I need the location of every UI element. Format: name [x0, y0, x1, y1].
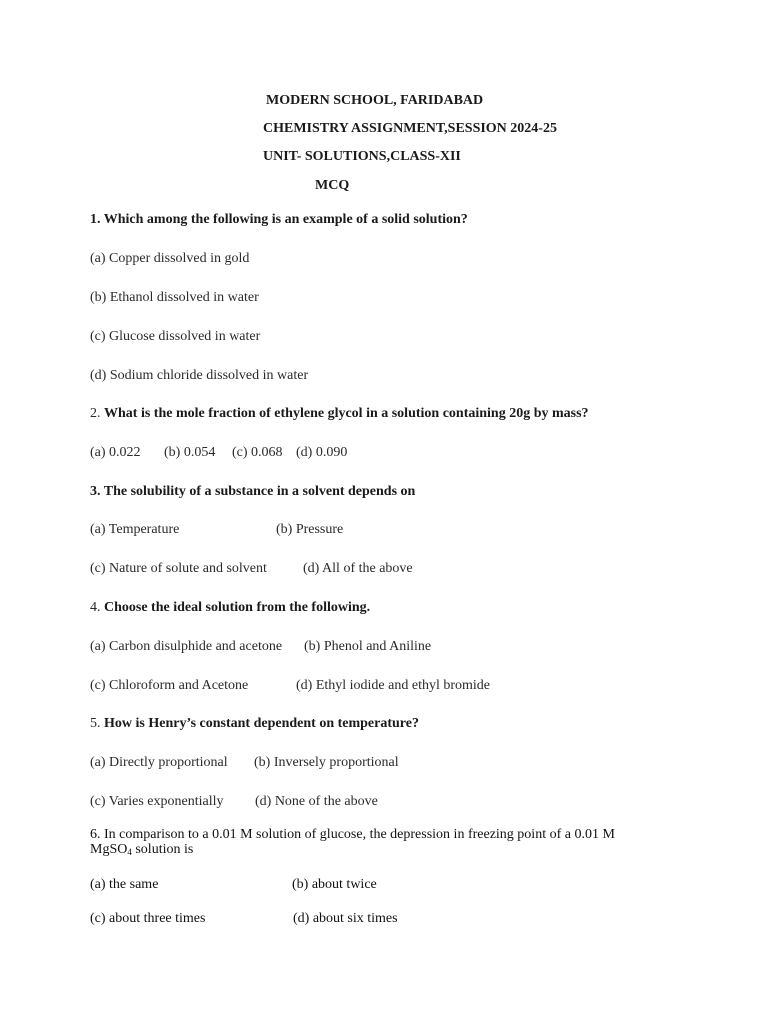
question-5: [90, 716, 419, 732]
q3-option-b: (b) Pressure: [276, 522, 344, 537]
q4-options-row-2: [0, 678, 768, 694]
question-3: [90, 484, 415, 500]
q1-option-a: (a) Copper dissolved in gold: [90, 251, 250, 266]
assignment-title: CHEMISTRY ASSIGNMENT,SESSION 2024-25: [263, 121, 557, 136]
q6-options-row-1: [0, 877, 768, 893]
q1-option-c: (c) Glucose dissolved in water: [90, 329, 261, 344]
q4-option-b: (b) Phenol and Aniline: [304, 639, 432, 654]
question-number: 2.: [90, 406, 101, 421]
unit-title: UNIT- SOLUTIONS,CLASS-XII: [263, 149, 461, 164]
q4-options-row-1: [0, 639, 768, 655]
question-6: [90, 827, 650, 857]
q6-option-b: (b) about twice: [292, 877, 377, 892]
q5-option-c: (c) Varies exponentially: [90, 794, 224, 809]
q6-option-d: (d) about six times: [293, 911, 398, 926]
q3-option-d: (d) All of the above: [303, 561, 413, 576]
subscript-4: 4: [127, 847, 132, 857]
q2-options-row: [0, 445, 768, 461]
q4-option-a: (a) Carbon disulphide and acetone: [90, 639, 283, 654]
question-text-part-2: solution is: [131, 842, 194, 857]
q5-option-b: (b) Inversely proportional: [254, 755, 399, 770]
q5-option-d: (d) None of the above: [255, 794, 378, 809]
question-1: [90, 212, 468, 228]
q1-option-b: (b) Ethanol dissolved in water: [90, 290, 259, 305]
q6-option-a: (a) the same: [90, 877, 159, 892]
q1-option-d: (d) Sodium chloride dissolved in water: [90, 368, 309, 383]
question-text: The solubility of a substance in a solvent depends on: [103, 484, 416, 499]
q6-option-c: (c) about three times: [90, 911, 206, 926]
q4-option-d: (d) Ethyl iodide and ethyl bromide: [296, 678, 491, 693]
question-2: [90, 406, 589, 422]
q3-options-row-2: [0, 561, 768, 577]
q3-option-c: (c) Nature of solute and solvent: [90, 561, 267, 576]
question-number: 3.: [90, 484, 101, 499]
school-name: MODERN SCHOOL, FARIDABAD: [266, 93, 484, 108]
question-text: How is Henry’s constant dependent on temperature?: [104, 716, 419, 731]
section-title: MCQ: [315, 178, 350, 193]
q5-option-a: (a) Directly proportional: [90, 755, 228, 770]
question-number: 6.: [90, 827, 101, 842]
q2-option-a: (a) 0.022: [90, 445, 141, 460]
question-number: 1.: [90, 212, 101, 227]
question-text-part-1: In comparison to a 0.01 M solution of glucose, the depression in freezing point of a 0.01 M MgSO: [90, 827, 615, 857]
q2-option-b: (b) 0.054: [164, 445, 216, 460]
question-number: 5.: [90, 716, 101, 731]
q4-option-c: (c) Chloroform and Acetone: [90, 678, 249, 693]
question-number: 4.: [90, 600, 101, 615]
question-4: [90, 600, 370, 616]
question-text: Choose the ideal solution from the following.: [104, 600, 371, 615]
question-text: What is the mole fraction of ethylene glycol in a solution containing 20g by mass?: [104, 406, 589, 421]
q2-option-d: (d) 0.090: [296, 445, 348, 460]
q6-options-row-2: [0, 911, 768, 927]
q5-options-row-1: [0, 755, 768, 771]
q5-options-row-2: [0, 794, 768, 810]
q2-option-c: (c) 0.068: [232, 445, 283, 460]
question-text: Which among the following is an example of a solid solution?: [103, 212, 468, 227]
q3-options-row-1: [0, 522, 768, 538]
q3-option-a: (a) Temperature: [90, 522, 180, 537]
